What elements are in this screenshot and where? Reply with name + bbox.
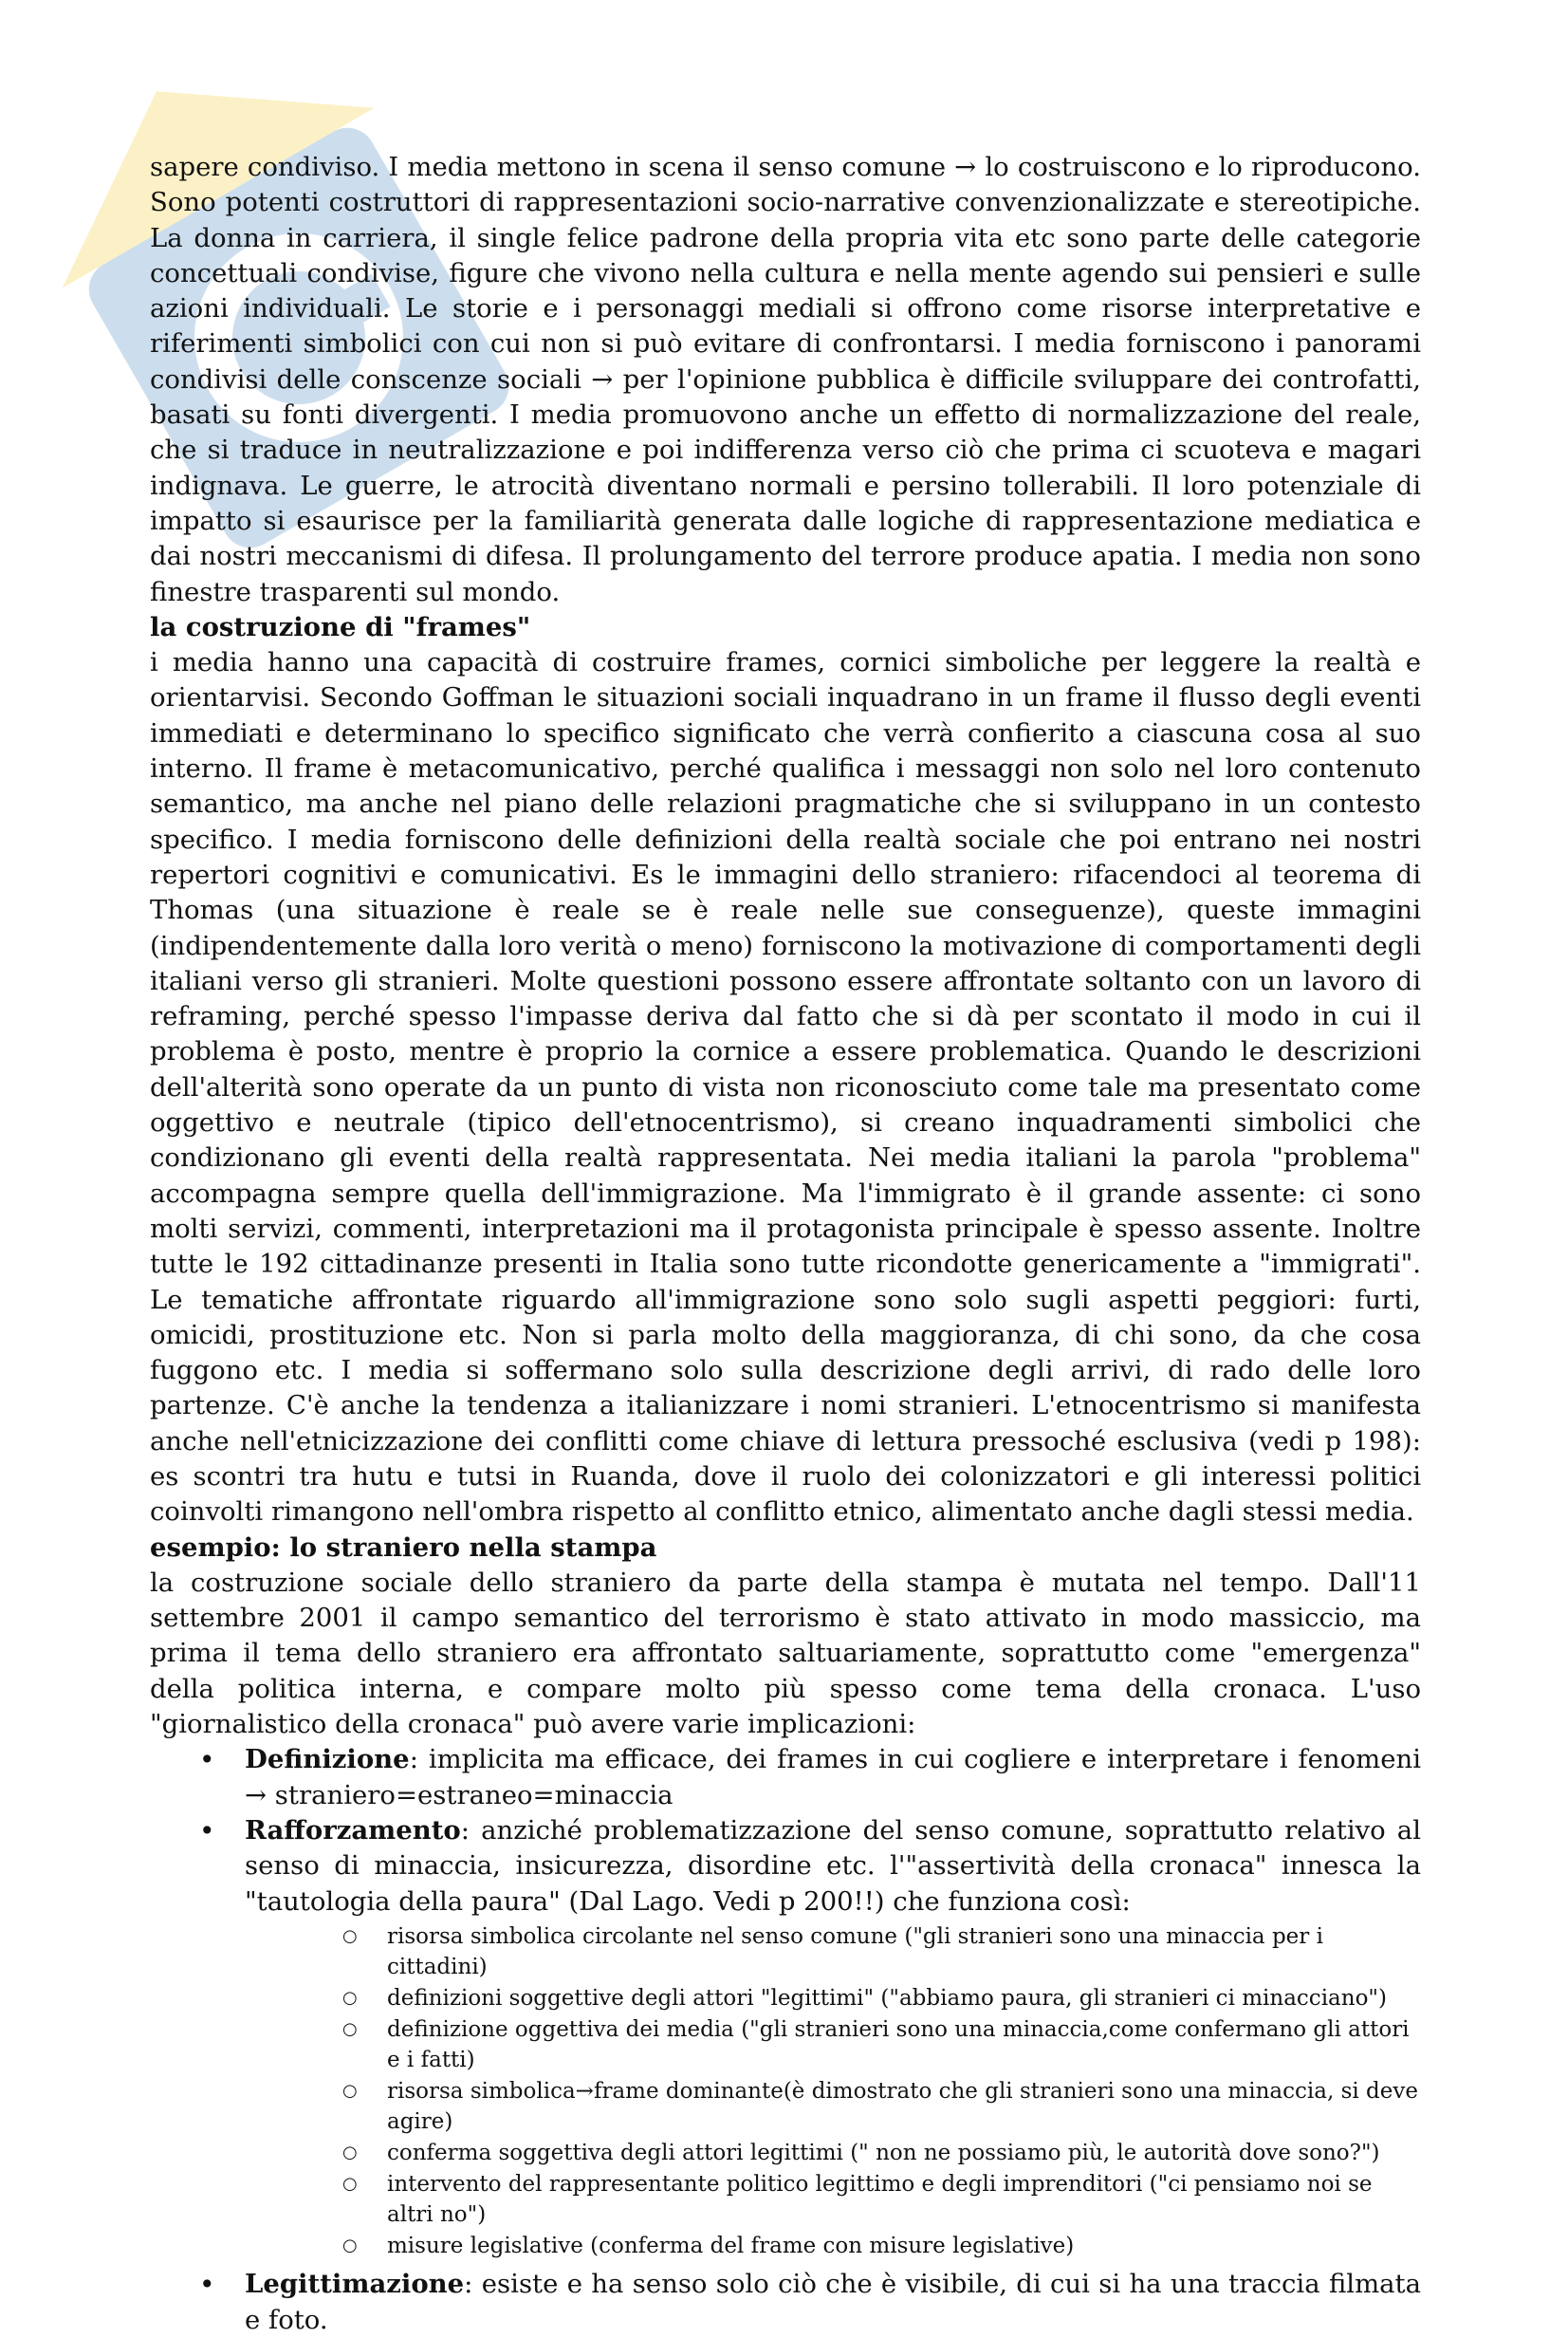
sub-list-item: ○ risorsa simbolica circolante nel senso comune ("gli stranieri sono una minaccia per i cittadini) bbox=[245, 1921, 1421, 1983]
document-body bbox=[150, 150, 1421, 2338]
list-item bbox=[150, 1813, 1421, 2261]
list-item bbox=[150, 2267, 1421, 2338]
sub-list-item: ○ conferma soggettiva degli attori legittimi (" non ne possiamo più, le autorità dove sono?") bbox=[245, 2138, 1421, 2169]
paragraph-straniero-stampa: la costruzione sociale dello straniero da parte della stampa è mutata nel tempo. Dall'11 settembre 2001 il campo semantico del terrorismo è stato attivato in modo massiccio, ma prima il tema dello straniero era affrontato saltuariamente, soprattutto come "emergenza" della politica interna, e compare molto più spesso come tema della cronaca. L'uso "giornalistico della cronaca" può avere varie implicazioni: bbox=[150, 1567, 1421, 1740]
bullet-term: Legittimazione bbox=[245, 2269, 465, 2300]
sub-list-item: ○ definizione oggettiva dei media ("gli stranieri sono una minaccia,come confermano gli attori e i fatti) bbox=[245, 2014, 1421, 2076]
sub-list-item: ○ definizioni soggettive degli attori "legittimi" ("abbiamo paura, gli stranieri ci minacciano") bbox=[245, 1983, 1421, 2014]
sub-list-item: ○ misure legislative (conferma del frame con misure legislative) bbox=[245, 2231, 1421, 2262]
list-item bbox=[150, 1742, 1421, 1813]
tautologia-steps-list bbox=[245, 1921, 1421, 2262]
bullet-term: Definizione bbox=[245, 1744, 410, 1775]
implications-list bbox=[150, 1742, 1421, 2338]
bullet-text: : anziché problematizzazione del senso comune, soprattutto relativo al senso di minaccia, insicurezza, disordine etc. l'"assertività della cronaca" innesca la "tautologia della paura" (Dal Lago. Vedi p 200!!) che funziona così: bbox=[245, 1814, 1421, 1917]
bullet-text: : implicita ma efficace, dei frames in cui cogliere e interpretare i fenomeni → straniero=estraneo=minaccia bbox=[245, 1744, 1421, 1810]
bullet-term: Rafforzamento bbox=[245, 1814, 461, 1846]
sub-list-item: ○ intervento del rappresentante politico legittimo e degli imprenditori ("ci pensiamo noi se altri no") bbox=[245, 2169, 1421, 2231]
section-heading-straniero-stampa: esempio: lo straniero nella stampa bbox=[150, 1531, 657, 1563]
bullet-text: : esiste e ha senso solo ciò che è visibile, di cui si ha una traccia filmata e foto. bbox=[245, 2269, 1421, 2335]
sub-list-item: ○ risorsa simbolica→frame dominante(è dimostrato che gli stranieri sono una minaccia, si deve agire) bbox=[245, 2076, 1421, 2138]
paragraph-frames: i media hanno una capacità di costruire frames, cornici simboliche per leggere la realtà e orientarvisi. Secondo Goffman le situazioni sociali inquadrano in un frame il flusso degli eventi immediati e determinano lo specifico significato che verrà confierito a ciascuna cosa al suo interno. Il frame è metacomunicativo, perché qualifica i messaggi non solo nel loro contenuto semantico, ma anche nel piano delle relazioni pragmatiche che si sviluppano in un contesto specifico. I media forniscono delle definizioni della realtà sociale che poi entrano nei nostri repertori cognitivi e comunicativi. Es le immagini dello straniero: rifacendoci al teorema di Thomas (una situazione è reale se è reale nelle sue conseguenze), queste immagini (indipendentemente dalla loro verità o meno) forniscono la motivazione di comportamenti degli italiani verso gli stranieri. Molte questioni possono essere affrontate soltanto con un lavoro di reframing, perché spesso l'impasse deriva dal fatto che si dà per scontato il modo in cui il problema è posto, mentre è proprio la cornice a essere problematica. Quando le descrizioni dell'alterità sono operate da un punto di vista non riconosciuto come tale ma presentato come oggettivo e neutrale (tipico dell'etnocentrismo), si creano inquadramenti simbolici che condizionano gli eventi della realtà rappresentata. Nei media italiani la parola "problema" accompagna sempre quella dell'immigrazione. Ma l'immigrato è il grande assente: ci sono molti servizi, commenti, interpretazioni ma il protagonista principale è spesso assente. Inoltre tutte le 192 cittadinanze presenti in Italia sono tutte ricondotte genericamente a "immigrati". Le tematiche affrontate riguardo all'immigrazione sono solo sugli aspetti peggiori: furti, omicidi, prostituzione etc. Non si parla molto della maggioranza, di chi sono, da che cosa fuggono etc. I media si soffermano solo sulla descrizione degli arrivi, di rado delle loro partenze. C'è anche la tendenza a italianizzare i nomi stranieri. L'etnocentrismo si manifesta anche nell'etnicizzazione dei conflitti come chiave di lettura pressoché esclusiva (vedi p 198): es scontri tra hutu e tutsi in Ruanda, dove il ruolo dei colonizzatori e gli interessi politici coinvolti rimangono nell'ombra rispetto al conflitto etnico, alimentato anche dagli stessi media. bbox=[150, 647, 1421, 1528]
paragraph-media-senso-comune: sapere condiviso. I media mettono in scena il senso comune → lo costruiscono e lo riproducono. Sono potenti costruttori di rappresentazioni socio-narrative convenzionalizzate e stereotipiche. La donna in carriera, il single felice padrone della propria vita etc sono parte delle categorie concettuali condivise, figure che vivono nella cultura e nella mente agendo sui pensieri e sulle azioni individuali. Le storie e i personaggi mediali si offrono come risorse interpretative e riferimenti simbolici con cui non si può evitare di confrontarsi. I media forniscono i panorami condivisi delle conscenze sociali → per l'opinione pubblica è difficile sviluppare dei controfatti, basati su fonti divergenti. I media promuovono anche un effetto di normalizzazione del reale, che si traduce in neutralizzazione e poi indifferenza verso ciò che prima ci scuoteva e magari indignava. Le guerre, le atrocità diventano normali e persino tollerabili. Il loro potenziale di impatto si esaurisce per la familiarità generata dalle logiche di rappresentazione mediatica e dai nostri meccanismi di difesa. Il prolungamento del terrore produce apatia. I media non sono finestre trasparenti sul mondo. bbox=[150, 152, 1421, 607]
section-heading-frames: la costruzione di "frames" bbox=[150, 611, 531, 642]
